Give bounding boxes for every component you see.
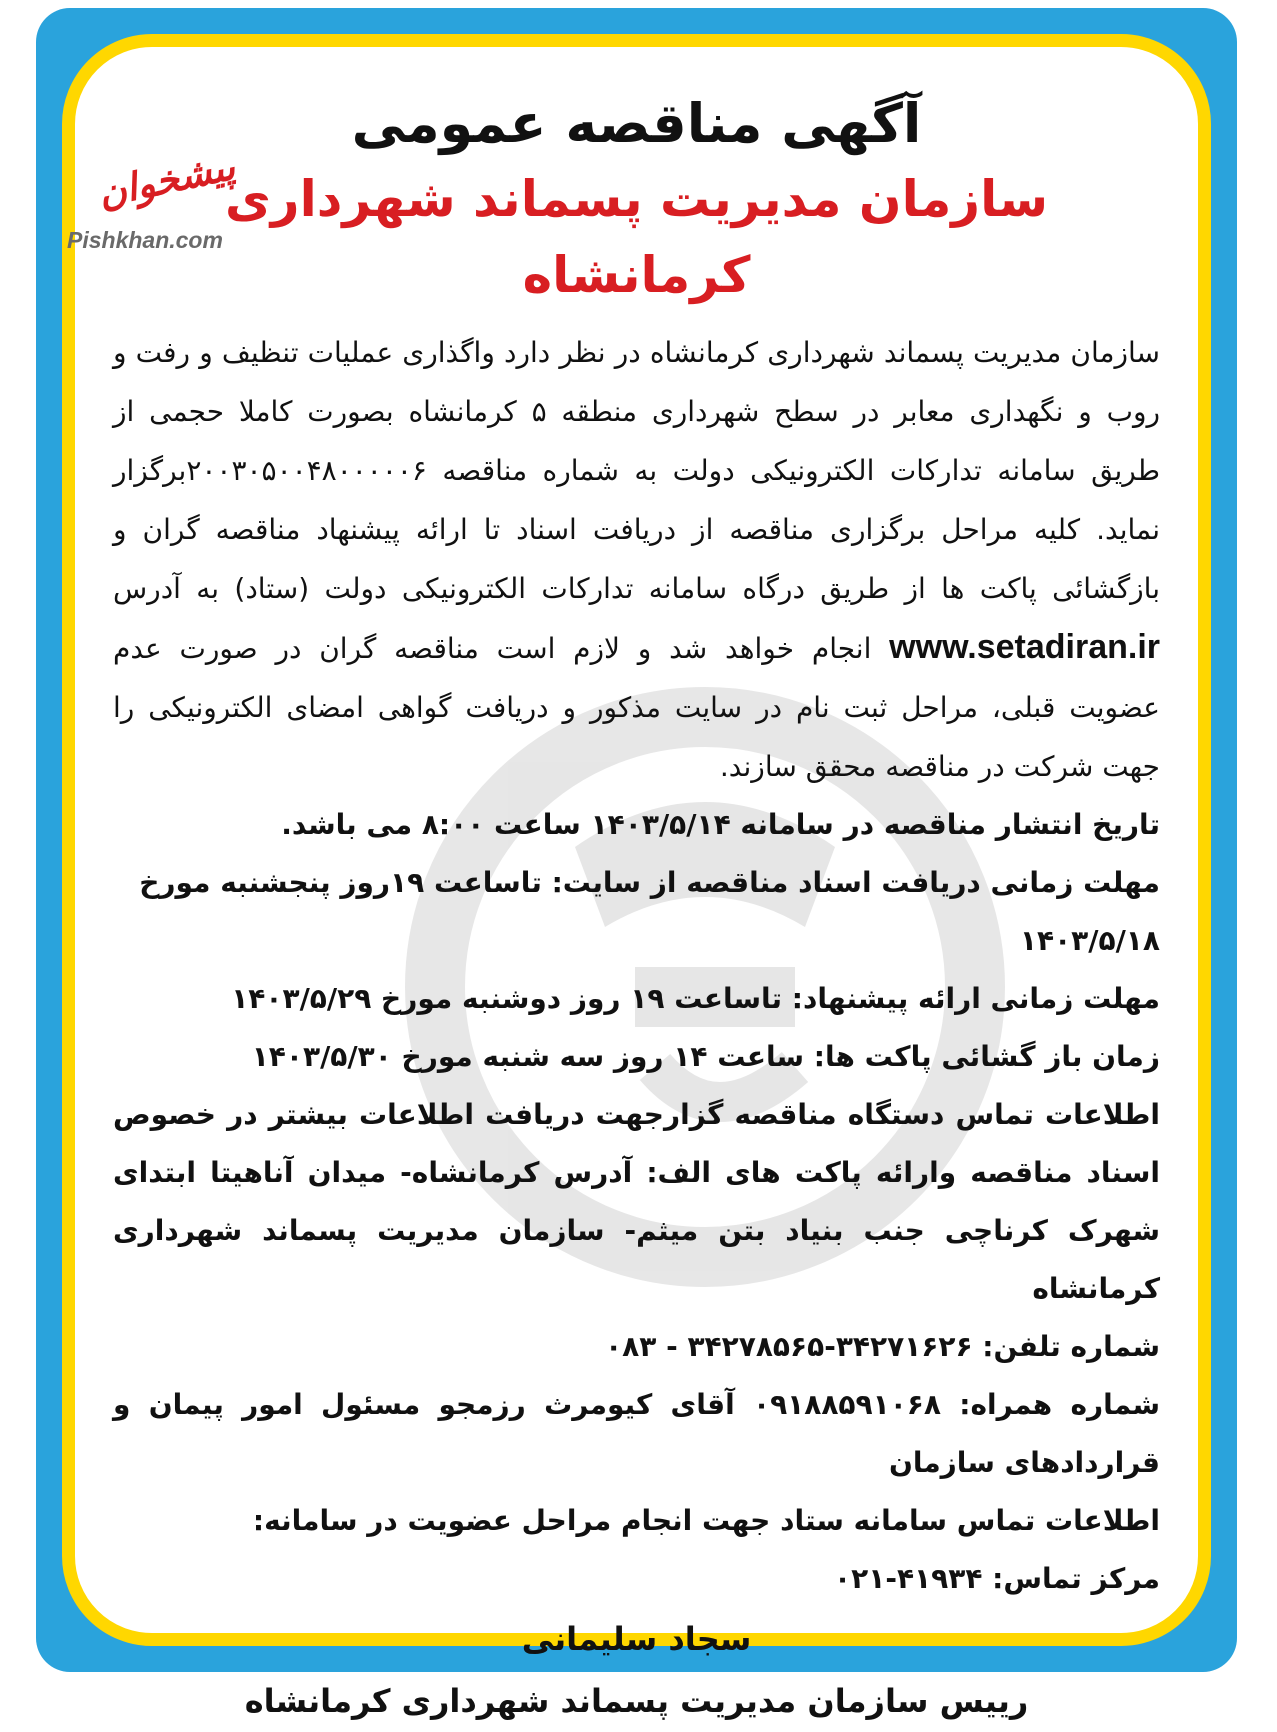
organization-title: سازمان مدیریت پسماند شهرداری کرمانشاه bbox=[224, 170, 1049, 304]
notice-description bbox=[113, 323, 1160, 796]
documents-deadline: مهلت زمانی دریافت اسناد مناقصه از سایت: تاساعت ۱۹روز پنجشنبه مورخ ۱۴۰۳/۵/۱۸ bbox=[139, 866, 1160, 957]
phone-number: شماره تلفن: ۳۴۲۷۱۶۲۶-۳۴۲۷۸۵۶۵ - ۰۸۳ bbox=[605, 1330, 1160, 1363]
notice-panel bbox=[62, 34, 1211, 1720]
pishkhan-logo bbox=[67, 143, 257, 267]
setad-url-link[interactable]: www.setadiran.ir bbox=[889, 628, 1160, 666]
opening-time: زمان باز گشائی پاکت ها: ساعت ۱۴ روز سه شنبه مورخ ۱۴۰۳/۵/۳۰ bbox=[251, 1040, 1160, 1073]
blue-frame bbox=[36, 8, 1237, 1720]
signatory-name: سجاد سلیمانی bbox=[521, 1620, 752, 1658]
description-part-2: انجام خواهد شد و لازم است مناقصه گران در صورت عدم عضویت قبلی، مراحل ثبت نام در سایت مذکور و دریافت گواهی امضای الکترونیکی را جهت شرکت در مناقصه محقق سازند. bbox=[113, 632, 1160, 783]
mobile-number: شماره همراه: ۰۹۱۸۸۵۹۱۰۶۸ آقای کیومرث رزمجو مسئول امور پیمان و قراردادهای سازمان bbox=[113, 1388, 1160, 1479]
signatory-position: رییس سازمان مدیریت پسماند شهرداری کرمانشاه bbox=[244, 1682, 1029, 1720]
notice-content bbox=[113, 87, 1160, 1732]
logo-script-text: پیشخوان bbox=[93, 143, 239, 216]
call-center: مرکز تماس: ۴۱۹۳۴-۰۲۱ bbox=[834, 1562, 1160, 1595]
setad-contact-title: اطلاعات تماس سامانه ستاد جهت انجام مراحل عضویت در سامانه: bbox=[252, 1504, 1160, 1537]
description-part-1: سازمان مدیریت پسماند شهرداری کرمانشاه در نظر دارد واگذاری عملیات تنظیف و رفت و روب و نگهداری معابر در سطح شهرداری منطقه ۵ کرمانشاه بصورت کاملا حجمی از طریق سامانه تدارکات الکترونیکی دولت به شماره مناقصه ۲۰۰۳۰۵۰۰۴۸۰۰۰۰۰۶برگزار نماید. کلیه مراحل برگزاری مناقصه از دریافت اسناد تا ارائه پیشنهاد مناقصه گران و بازگشائی پاکت ها از طریق درگاه سامانه تدارکات الکترونیکی دولت (ستاد) به آدرس bbox=[113, 336, 1160, 605]
publish-date: تاریخ انتشار مناقصه در سامانه ۱۴۰۳/۵/۱۴ ساعت ۸:۰۰ می باشد. bbox=[281, 808, 1160, 841]
logo-site-text: Pishkhan.com bbox=[67, 227, 223, 253]
contact-address: اطلاعات تماس دستگاه مناقصه گزارجهت دریافت اطلاعات بیشتر در خصوص اسناد مناقصه وارائه پاکت های الف: آدرس کرمانشاه- میدان آناهیتا ابتدای شهرک کرناچی جنب بنیاد بتن میثم- سازمان مدیریت پسماند شهرداری کرمانشاه bbox=[113, 1098, 1160, 1305]
notice-title: آگهی مناقصه عمومی bbox=[351, 92, 922, 155]
offer-deadline: مهلت زمانی ارائه پیشنهاد: تاساعت ۱۹ روز دوشنبه مورخ ۱۴۰۳/۵/۲۹ bbox=[231, 982, 1160, 1015]
